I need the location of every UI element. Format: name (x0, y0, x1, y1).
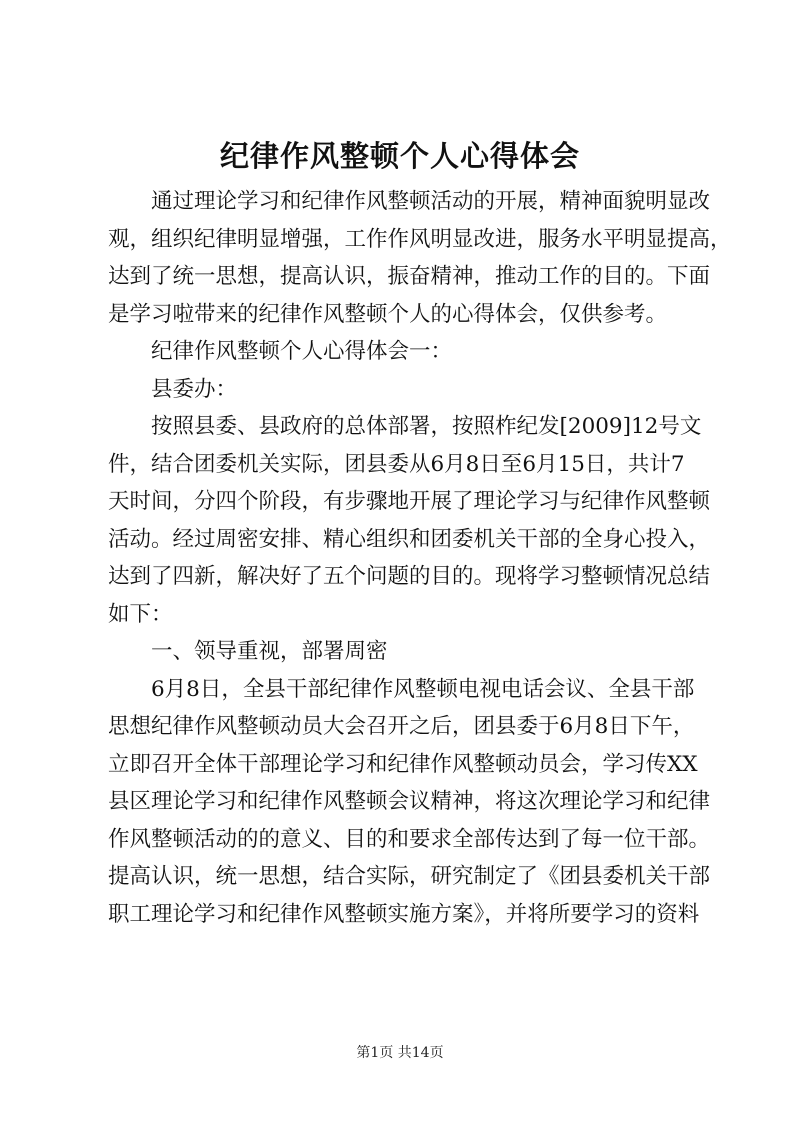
text-line: 件，结合团委机关实际，团县委从6月8日至6月15日，共计7 (108, 451, 685, 477)
text-line: 作风整顿活动的的意义、目的和要求全部传达到了每一位干部。 (108, 826, 711, 852)
text-line: 按照县委、县政府的总体部署，按照柞纪发[2009]12号文 (151, 414, 702, 439)
section-heading-part-one (108, 333, 698, 371)
document-body (108, 183, 732, 933)
text-line: 6月8日，全县干部纪律作风整顿电视电话会议、全县干部 (151, 676, 695, 702)
text-line: 达到了统一思想，提高认识，振奋精神，推动工作的目的。下面 (108, 264, 711, 289)
page-footer: 第1页 共14页 (356, 1045, 444, 1061)
text-line: 活动。经过周密安排、精心组织和团委机关干部的全身心投入， (108, 526, 711, 552)
text-line: 通过理论学习和纪律作风整顿活动的开展，精神面貌明显改 (151, 189, 711, 214)
text-line: 纪律作风整顿个人心得体会一： (151, 339, 453, 364)
text-line: 达到了四新，解决好了五个问题的目的。现将学习整顿情况总结 (108, 564, 711, 589)
document-title: 纪律作风整顿个人心得体会 (219, 139, 580, 173)
text-line: 如下： (108, 601, 173, 627)
salutation (108, 371, 698, 409)
paragraph-overview (108, 408, 711, 633)
text-line: 一、领导重视，部署周密 (151, 639, 388, 664)
text-line: 县区理论学习和纪律作风整顿会议精神，将这次理论学习和纪律 (108, 789, 711, 814)
text-line: 天时间，分四个阶段，有步骤地开展了理论学习与纪律作风整顿 (108, 489, 711, 514)
text-line: 思想纪律作风整顿动员大会召开之后，团县委于6月8日下午， (108, 714, 695, 739)
text-line: 观，组织纪律明显增强，工作作风明显改进，服务水平明显提高， (108, 226, 732, 252)
paragraph-details (108, 671, 711, 934)
text-line: 立即召开全体干部理论学习和纪律作风整顿动员会，学习传XX (108, 751, 698, 777)
text-line: 提高认识，统一思想，结合实际，研究制定了《团县委机关干部 (108, 864, 711, 889)
text-line: 职工理论学习和纪律作风整顿实施方案》，并将所要学习的资料 (108, 901, 700, 927)
paragraph-intro (108, 183, 732, 333)
section-heading-leadership (108, 633, 698, 671)
text-line: 县委办： (151, 376, 238, 402)
text-line: 是学习啦带来的纪律作风整顿个人的心得体会，仅供参考。 (108, 301, 668, 327)
